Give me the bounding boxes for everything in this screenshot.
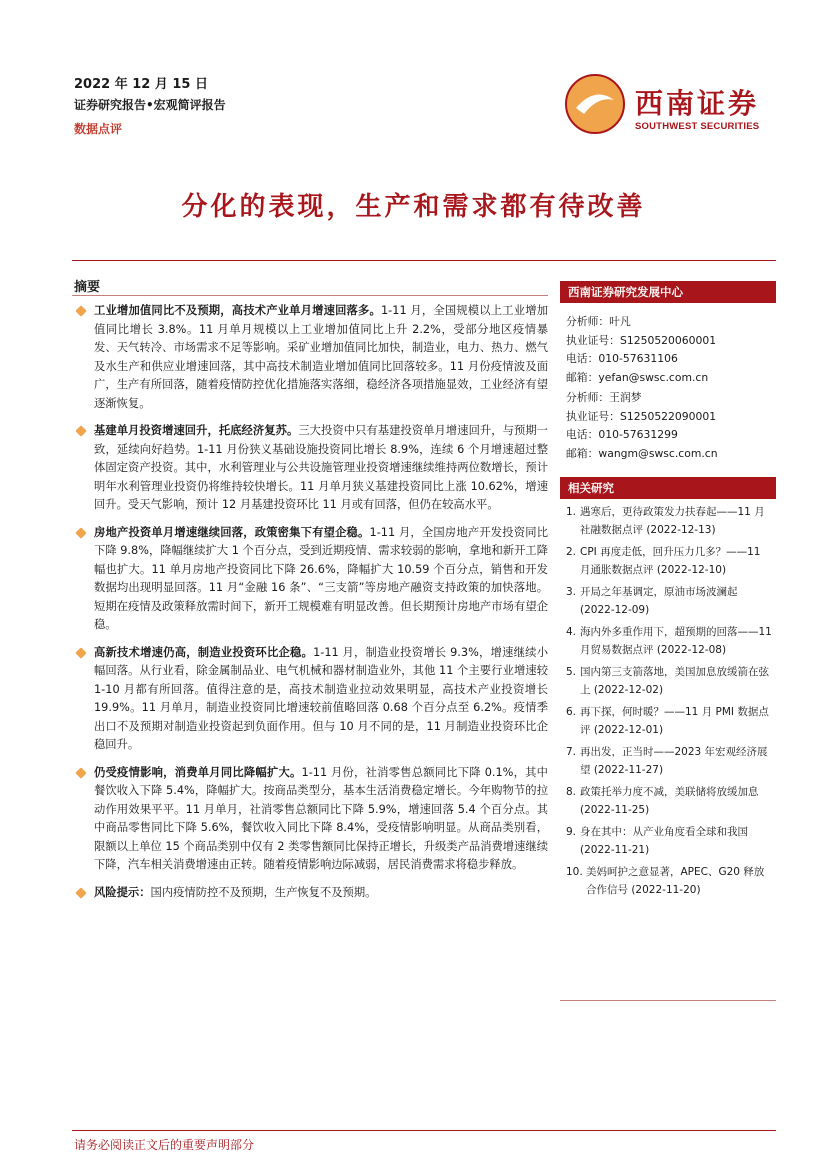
- related-item-text: 再下探，何时暖？——11 月 PMI 数据点评 (2022-12-01): [580, 706, 769, 736]
- related-item-text: 国内第三支箭落地，美国加息放缓箭在弦上 (2022-12-02): [580, 666, 769, 696]
- bullet-diamond-icon: [75, 887, 86, 898]
- bullet-lead: 风险提示：: [94, 885, 151, 899]
- title-divider: [72, 260, 776, 261]
- bullet-text: 三大投资中只有基建投资单月增速回升，与预期一致，延续向好趋势。1-11 月份狭义基础设施投资同比增长 8.9%，连续 6 个月增速超过整体固定资产投资。其中，水利管理业与公共设施管理业投资增速继续维持两位数增长，预计明年水利管理业投资仍将维持较快增长。11 月单月狭义基建投资同比上涨 10.62%，增速回升。受天气影响，预计 12 月基建投资环比 11 月或有回落，但仍在较高水平。: [94, 424, 548, 511]
- bullet-lead: 工业增加值同比不及预期，高技术产业单月增速回落多。: [94, 304, 381, 317]
- related-item[interactable]: [566, 703, 772, 739]
- related-item[interactable]: [566, 623, 772, 659]
- report-category: 数据点评: [74, 122, 123, 136]
- related-item-number: 9.: [566, 826, 577, 838]
- bullet-lead: 房地产投资单月增速继续回落，政策密集下有望企稳。: [94, 525, 370, 539]
- report-title: 分化的表现，生产和需求都有待改善: [181, 192, 646, 222]
- bullet-text: 1-11 月，全国房地产开发投资同比下降 9.8%，降幅继续扩大 1 个百分点，受到近期疫情、需求较弱的影响，拿地和新开工降幅也扩大。11 单月房地产投资同比下降 26.6%，降幅扩大 10.59 个百分点，销售和开发数据均出现明显回落。11 月“金融 16 条”、“三支箭”等房地产融资支持政策的加快落地。短期在疫情及政策释放需时间下，新开工规模难有明显改善。但长期预计房地产市场有望企稳。: [94, 525, 548, 631]
- analyst-phone: 电话：010-57631106: [566, 352, 678, 365]
- logo-name-cn: 西南证券: [635, 87, 760, 120]
- bullet-diamond-icon: [75, 425, 86, 436]
- bullet-text: 1-11 月份，社消零售总额同比下降 0.1%，其中餐饮收入下降 5.4%，降幅扩大。按商品类型分，基本生活消费稳定增长。今年购物节的拉动作用效果平平。11 月单月，社消零售总额同比下降 5.9%，增速回落 5.4 个百分点。其中商品零售同比下降 5.6%，餐饮收入同比下降 8.4%，受疫情影响明显。从商品类别看，限额以上单位 15 个商品类别中仅有 2 类零售额同比保持正增长，升级类产品消费增速继续下降，汽车相关消费增速由正转。随着疫情影响边际减弱，居民消费需求将稳步释放。: [94, 765, 548, 871]
- related-item-text: 身在其中：从产业角度看全球和我国 (2022-11-21): [580, 826, 748, 856]
- bullet-real-estate: [74, 524, 548, 635]
- analyst-phone: 电话：010-57631299: [566, 428, 678, 441]
- related-item[interactable]: [566, 583, 772, 619]
- related-item-text: 美妈呵护之意显著，APEC、G20 释放合作信号 (2022-11-20): [586, 866, 765, 896]
- bullet-diamond-icon: [75, 767, 86, 778]
- related-item-text: CPI 再度走低，回升压力几多？——11 月通胀数据点评 (2022-12-10): [580, 546, 761, 576]
- related-research-list: [566, 503, 772, 903]
- related-item[interactable]: [566, 503, 772, 539]
- related-item-number: 6.: [566, 706, 577, 718]
- related-item[interactable]: [566, 783, 772, 819]
- related-research-heading: 相关研究: [560, 477, 776, 499]
- analyst-email[interactable]: 邮箱：yefan@swsc.com.cn: [566, 370, 709, 384]
- related-item-number: 1.: [566, 506, 577, 518]
- related-item-text: 再出发，正当时——2023 年宏观经济展望 (2022-11-27): [580, 746, 768, 776]
- bullet-diamond-icon: [75, 305, 86, 316]
- research-center-heading: 西南证券研究发展中心: [560, 281, 776, 303]
- related-item-text: 政策托举力度不减，美联储将放缓加息 (2022-11-25): [580, 786, 759, 816]
- abstract-divider: [72, 295, 548, 296]
- abstract-bullets: [74, 302, 548, 911]
- related-item-number: 3.: [566, 586, 577, 598]
- bullet-lead: 仍受疫情影响，消费单月同比降幅扩大。: [94, 765, 302, 779]
- analyst-card: [566, 313, 716, 387]
- related-item[interactable]: [566, 823, 772, 859]
- footer-disclaimer: 请务必阅读正文后的重要声明部分: [74, 1138, 255, 1152]
- abstract-heading: 摘要: [74, 280, 101, 295]
- related-item-number: 4.: [566, 626, 577, 638]
- bullet-text: 国内疫情防控不及预期，生产恢复不及预期。: [150, 885, 377, 899]
- analyst-license: 执业证号：S1250520060001: [566, 333, 717, 347]
- sidebar-bottom-divider: [560, 1000, 776, 1001]
- analyst-license: 执业证号：S1250522090001: [566, 409, 717, 423]
- report-type: 证券研究报告•宏观简评报告: [74, 98, 226, 112]
- footer-divider: [72, 1130, 776, 1131]
- bullet-industrial: [74, 302, 548, 413]
- related-item-text: 海内外多重作用下，超预期的回落——11 月贸易数据点评 (2022-12-08): [580, 626, 772, 656]
- report-date: 2022 年 12 月 15 日: [74, 77, 208, 92]
- bullet-text: 1-11 月，制造业投资增长 9.3%，增速继续小幅回落。从行业看，除金属制品业、电气机械和器材制造业外，其他 11 个主要行业增速较 1-10 月都有所回落。值得注意的是，高技术制造业拉动效果明显，高技术产业投资增长 19.9%。11 月单月，制造业投资同比增速较前值略回落 0.68 个百分点至 6.2%。疫情季出口不及预期对制造业投资起到负面作用。但与 10 月不同的是，11 月制造业投资环比企稳回升。: [94, 645, 548, 751]
- related-item-number: 10.: [566, 866, 583, 878]
- analyst-email[interactable]: 邮箱：wangm@swsc.com.cn: [566, 446, 718, 460]
- analyst-name: 分析师：叶凡: [566, 315, 631, 328]
- related-item-number: 8.: [566, 786, 577, 798]
- company-logo: [562, 70, 772, 138]
- related-item[interactable]: [566, 743, 772, 779]
- bullet-infrastructure: [74, 422, 548, 515]
- bullet-lead: 基建单月投资增速回升，托底经济复苏。: [94, 424, 299, 437]
- logo-emblem-icon: [562, 70, 630, 138]
- related-item[interactable]: [566, 543, 772, 579]
- bullet-diamond-icon: [75, 647, 86, 658]
- bullet-lead: 高新技术增速仍高，制造业投资环比企稳。: [94, 645, 314, 659]
- analyst-name: 分析师：王润梦: [566, 391, 642, 404]
- related-item-text: 开局之年基调定，原油市场波澜起 (2022-12-09): [580, 586, 738, 616]
- related-item[interactable]: [566, 663, 772, 699]
- related-item-number: 5.: [566, 666, 577, 678]
- related-item-text: 遇寒后，更待政策发力扶春起——11 月社融数据点评 (2022-12-13): [580, 506, 765, 536]
- related-item-number: 7.: [566, 746, 577, 758]
- analyst-card: [566, 389, 718, 463]
- bullet-diamond-icon: [75, 527, 86, 538]
- logo-name-en: SOUTHWEST SECURITIES: [635, 121, 760, 132]
- related-item-number: 2.: [566, 546, 577, 558]
- bullet-consumption: [74, 764, 548, 875]
- bullet-manufacturing: [74, 644, 548, 755]
- related-item[interactable]: [566, 863, 772, 899]
- bullet-text: 1-11 月，全国规模以上工业增加值同比增长 3.8%。11 月单月规模以上工业增加值同比上升 2.2%，受部分地区疫情暴发、天气转冷、市场需求不足等影响。采矿业增加值同比加快，制造业，电力、热力、燃气及水生产和供应业增速回落，其中高技术制造业增加值同比回落较多。11 月份疫情波及面广，生产有所回落，随着疫情防控优化措施落实落细，稳经济各项措施显效，工业经济有望逐渐恢复。: [94, 304, 548, 410]
- bullet-risk: [74, 884, 548, 903]
